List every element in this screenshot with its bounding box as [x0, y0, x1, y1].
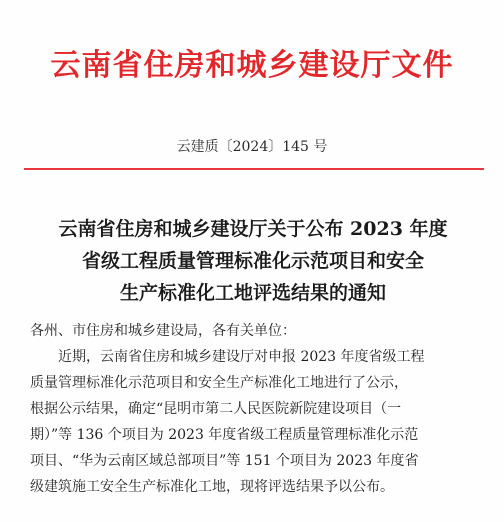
- notice-title-line-3: 生产标准化工地评选结果的通知: [119, 282, 386, 304]
- notice-title: [28, 213, 478, 309]
- paragraph-line: 根据公示结果，确定“昆明市第二人民医院新院建设项目（一: [30, 401, 402, 417]
- paragraph-line: 质量管理标准化示范项目和安全生产标准化工地进行了公示，: [30, 375, 408, 391]
- paragraph-line: 期）”等 136 个项目为 2023 年度省级工程质量管理标准化示范: [30, 427, 419, 443]
- paragraph-line: 近期，云南省住房和城乡建设厅对申报 2023 年度省级工程: [58, 349, 425, 365]
- paragraph-line: 项目、“华为云南区域总部项目”等 151 个项目为 2023 年度省: [30, 453, 419, 469]
- issuing-authority-header: 云南省住房和城乡建设厅文件: [50, 48, 454, 83]
- document-number: 云建质〔2024〕145 号: [176, 139, 328, 155]
- red-divider-line: [24, 168, 484, 170]
- body-paragraph: [30, 344, 482, 500]
- paragraph-line: 级建筑施工安全生产标准化工地，现将评选结果予以公布。: [30, 479, 394, 495]
- notice-title-line-2: 省级工程质量管理标准化示范项目和安全: [81, 250, 424, 272]
- salutation: 各州、市住房和城乡建设局，各有关单位：: [30, 323, 296, 339]
- notice-title-line-1: 云南省住房和城乡建设厅关于公布 2023 年度: [58, 218, 448, 240]
